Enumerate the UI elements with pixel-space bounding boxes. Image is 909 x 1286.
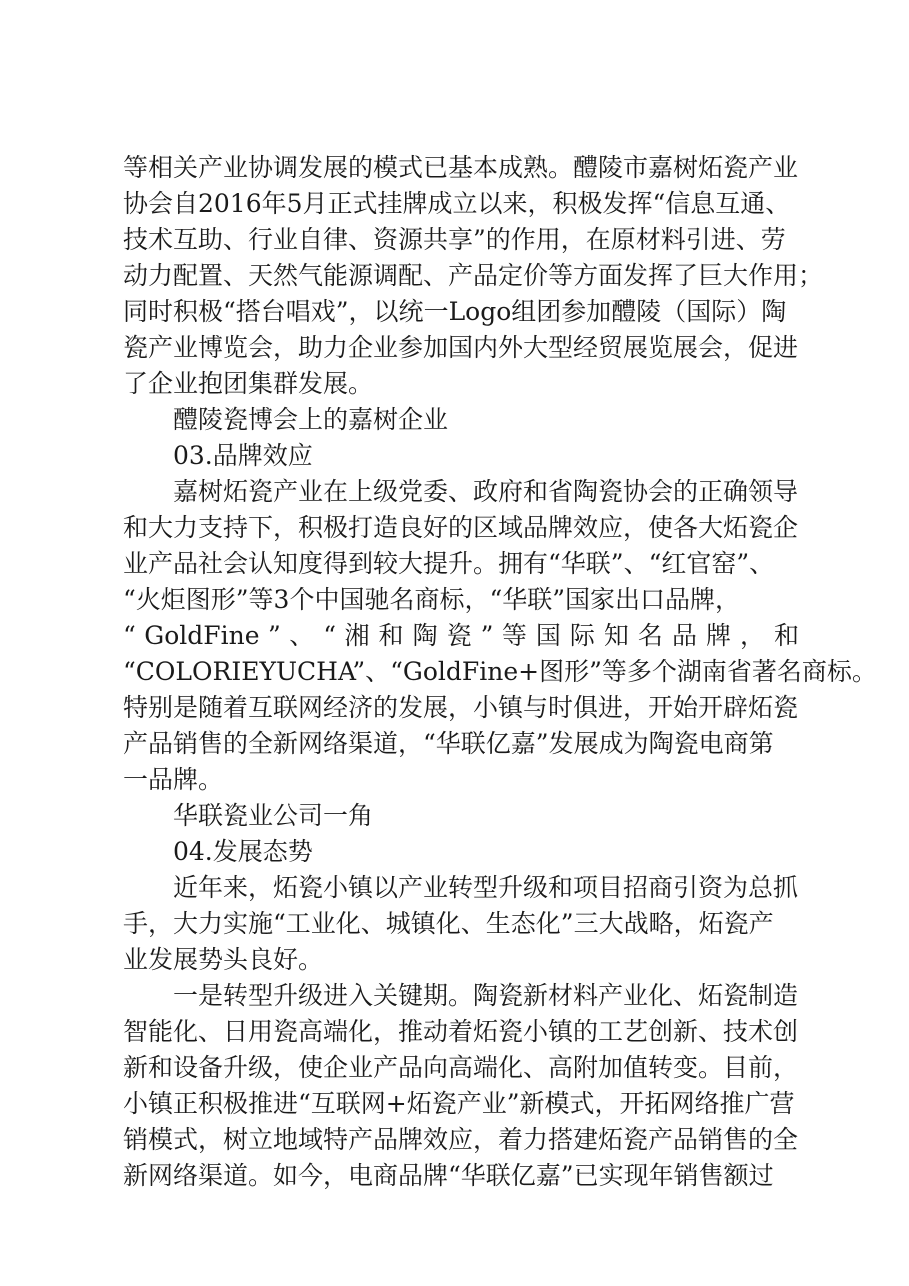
image-caption: 华联瓷业公司一角 <box>173 801 374 830</box>
section-heading: 04.发展态势 <box>173 837 313 866</box>
text-line: 业产品社会认知度得到较大提升。拥有“华联”、“红官窑”、 <box>123 549 775 578</box>
text-line: 技术互助、行业自律、资源共享”的作用，在原材料引进、劳 <box>123 225 786 254</box>
text-line: 同时积极“搭台唱戏”，以统一Logo组团参加醴陵（国际）陶 <box>123 297 787 326</box>
paragraph-start: 一是转型升级进入关键期。陶瓷新材料产业化、炻瓷制造 <box>173 981 799 1010</box>
text-line: 小镇正积极推进“互联网+炻瓷产业”新模式，开拓网络推广营 <box>123 1089 795 1118</box>
text-line: 和大力支持下，积极打造良好的区域品牌效应，使各大炻瓷企 <box>123 513 799 542</box>
text-line: “ GoldFine ” 、 “ 湘 和 陶 瓷 ” 等 国 际 知 名 品 牌 ， 和 <box>123 621 799 650</box>
text-line: 产品销售的全新网络渠道，“华联亿嘉”发展成为陶瓷电商第 <box>123 729 774 758</box>
document-body <box>123 150 877 1194</box>
text-line: 等相关产业协调发展的模式已基本成熟。醴陵市嘉树炻瓷产业 <box>123 153 799 182</box>
section-heading: 03.品牌效应 <box>173 441 313 470</box>
image-caption: 醴陵瓷博会上的嘉树企业 <box>173 405 449 434</box>
text-line: 销模式，树立地域特产品牌效应，着力搭建炻瓷产品销售的全 <box>123 1125 799 1154</box>
text-line: 业发展势头良好。 <box>123 945 324 974</box>
text-line: “COLORIEYUCHA”、“GoldFine+图形”等多个湖南省著名商标。 <box>123 657 877 686</box>
text-line: 手，大力实施“工业化、城镇化、生态化”三大战略，炻瓷产 <box>123 909 774 938</box>
text-line: 了企业抱团集群发展。 <box>123 369 374 398</box>
text-line: 动力配置、天然气能源调配、产品定价等方面发挥了巨大作用； <box>123 261 824 290</box>
text-line: 新和设备升级，使企业产品向高端化、高附加值转变。目前， <box>123 1053 799 1082</box>
text-line: 一品牌。 <box>123 765 224 794</box>
text-line: 瓷产业博览会，助力企业参加国内外大型经贸展览展会，促进 <box>123 333 799 362</box>
text-line: 协会自2016年5月正式挂牌成立以来，积极发挥“信息互通、 <box>123 189 791 218</box>
paragraph-start: 嘉树炻瓷产业在上级党委、政府和省陶瓷协会的正确领导 <box>173 477 799 506</box>
text-line: 智能化、日用瓷高端化，推动着炻瓷小镇的工艺创新、技术创 <box>123 1017 799 1046</box>
paragraph-start: 近年来，炻瓷小镇以产业转型升级和项目招商引资为总抓 <box>173 873 799 902</box>
text-line: “火炬图形”等3个中国驰名商标，“华联”国家出口品牌， <box>123 585 741 614</box>
text-line: 新网络渠道。如今，电商品牌“华联亿嘉”已实现年销售额过 <box>123 1161 774 1190</box>
text-line: 特别是随着互联网经济的发展，小镇与时俱进，开始开辟炻瓷 <box>123 693 799 722</box>
